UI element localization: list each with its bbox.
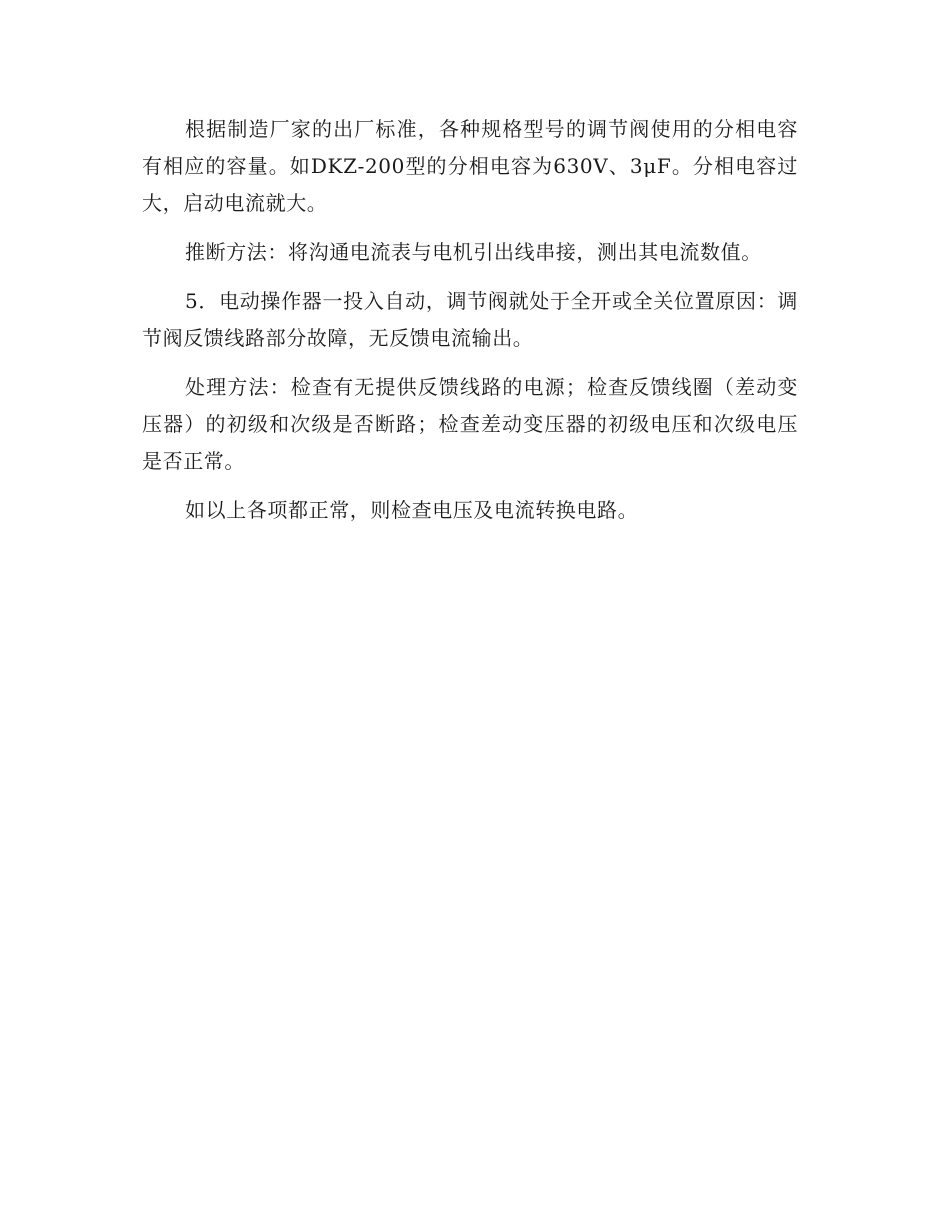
paragraph-conclusion: 如以上各项都正常，则检查电压及电流转换电路。 — [185, 498, 639, 522]
paragraph-capacitor-standard: 根据制造厂家的出厂标准，各种规格型号的调节阀使用的分相电容有相应的容量。如DKZ-200型的分相电容为630V、3μF。分相电容过大，启动电流就大。 — [142, 117, 798, 215]
paragraph-fault-5-cause: 5．电动操作器一投入自动，调节阀就处于全开或全关位置原因：调节阀反馈线路部分故障，无反馈电流输出。 — [142, 289, 798, 350]
document-body — [142, 111, 798, 541]
paragraph-handling-method: 处理方法：检查有无提供反馈线路的电源；检查反馈线圈（差动变压器）的初级和次级是否断路；检查差动变压器的初级电压和次级电压是否正常。 — [142, 375, 798, 473]
paragraph-diagnosis-method: 推断方法：将沟通电流表与电机引出线串接，测出其电流数值。 — [185, 240, 762, 264]
